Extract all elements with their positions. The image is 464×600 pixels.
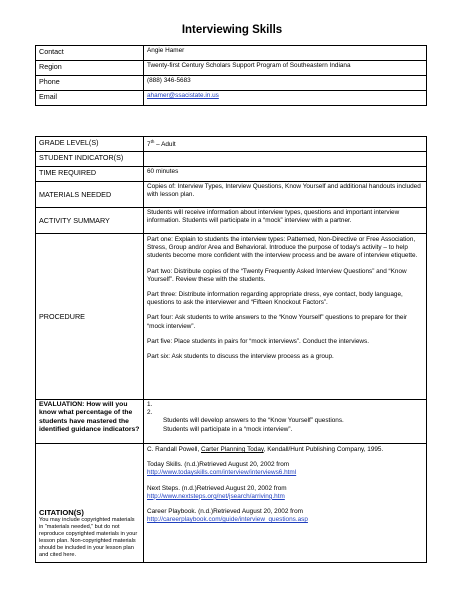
materials-row xyxy=(36,182,427,208)
summary-row xyxy=(36,208,427,234)
summary-label: ACTIVITY SUMMARY xyxy=(36,208,144,234)
grade-number: 7 xyxy=(147,141,151,149)
evaluation-number-2: 2. xyxy=(147,409,153,417)
grade-label: GRADE LEVEL(S) xyxy=(36,137,144,152)
citation-4-text: Career Playbook. (n.d.)Retrieved August 20, 2002 from xyxy=(147,508,303,516)
time-row xyxy=(36,167,427,182)
phone-value: (888) 346-5683 xyxy=(144,76,427,91)
procedure-part-2: Part two: Distribute copies of the “Twenty Frequently Asked Interview Questions” and “Know Yourself”. Review these with the students. xyxy=(147,267,407,283)
indicator-value xyxy=(144,152,427,167)
grade-superscript: th xyxy=(150,139,155,144)
evaluation-line-1: Students will develop answers to the “Know Yourself” questions. xyxy=(163,417,344,425)
citation-1 xyxy=(147,446,423,454)
procedure-part-3: Part three: Distribute information regarding appropriate dress, eye contact, body language, questions to ask the interviewer and “Fifteen Knockout Factors”. xyxy=(147,291,403,307)
evaluation-label: EVALUATION: How will you know what percentage of the students have mastered the identified guidance indicators? xyxy=(36,400,144,444)
email-row xyxy=(36,91,427,106)
evaluation-number-1: 1. xyxy=(147,401,153,408)
citation-label-cell xyxy=(36,444,144,563)
region-row xyxy=(36,61,427,76)
evaluation-row xyxy=(36,400,427,444)
region-label: Region xyxy=(36,61,144,76)
grade-range: – Adult xyxy=(154,141,176,149)
citation-2-link[interactable]: http://www.todayskills.com/interview/interviews6.html xyxy=(147,469,297,477)
procedure-part-5: Part five: Place students in pairs for “mock interviews”. Conduct the interviews. xyxy=(147,337,369,345)
contact-table xyxy=(35,45,427,106)
time-value: 60 minutes xyxy=(144,167,427,182)
citation-1-title: Carter Planning Today xyxy=(201,446,264,453)
procedure-part-1: Part one: Explain to students the interview types: Patterned, Non-Directive or Free Association, Stress, Group and/or Area and Behavioral. Introduce the purpose of today's activity – to help students become more confident with the interview process and be aware of interview etiquette. xyxy=(147,236,418,260)
phone-label: Phone xyxy=(36,76,144,91)
time-label: TIME REQUIRED xyxy=(36,167,144,182)
contact-value: Angie Hamer xyxy=(144,46,427,61)
materials-value: Copies of: Interview Types, Interview Questions, Know Yourself and additional handouts included with lesson plan. xyxy=(144,182,427,208)
materials-label: MATERIALS NEEDED xyxy=(36,182,144,208)
contact-label: Contact xyxy=(36,46,144,61)
grade-row xyxy=(36,137,427,152)
email-link[interactable]: ahamer@ssacistate.in.us xyxy=(147,92,219,99)
evaluation-value xyxy=(144,400,427,444)
evaluation-line-2: Students will participate in a “mock interview”. xyxy=(163,425,293,433)
contact-row xyxy=(36,46,427,61)
citation-value xyxy=(144,444,427,563)
procedure-label: PROCEDURE xyxy=(36,234,144,400)
procedure-row xyxy=(36,234,427,400)
indicator-label: STUDENT INDICATOR(S) xyxy=(36,152,144,167)
indicator-row xyxy=(36,152,427,167)
region-value: Twenty-first Century Scholars Support Program of Southeastern Indiana xyxy=(144,61,427,76)
citation-note: You may include copyrighted materials in “materials needed,” but do not reproduce copyrighted materials in your lesson plan. Non-copyrighted materials should be included in your lesson plan and cited here. xyxy=(39,517,138,558)
citation-3-text: Next Steps. (n.d.)Retrieved August 20, 2002 from xyxy=(147,484,287,492)
citation-1-author: C. Randall Powell, xyxy=(147,446,201,453)
lesson-table xyxy=(35,136,427,563)
citation-label: CITATION(S) xyxy=(39,508,84,517)
citation-2-text: Today Skills. (n.d.)Retrieved August 20, 2002 from xyxy=(147,461,290,469)
citation-3-link[interactable]: http://www.nextsteps.org/net/jsearch/arriving.htm xyxy=(147,492,285,500)
procedure-part-4: Part four: Ask students to write answers to the “Know Yourself” questions to prepare for their “mock interview”. xyxy=(147,314,408,330)
citation-row xyxy=(36,444,427,563)
page-title: Interviewing Skills xyxy=(181,24,283,36)
email-label: Email xyxy=(36,91,144,106)
summary-value: Students will receive information about interview types, questions and important interview information. Students will participate in a “mock” interview with a partner. xyxy=(144,208,427,234)
procedure-value xyxy=(144,234,427,400)
citation-1-publisher: , Kendall/Hunt Publishing Company, 1995. xyxy=(263,446,384,453)
citation-4-link[interactable]: http://careerplaybook.com/guide/interview_questions.asp xyxy=(147,516,308,524)
phone-row xyxy=(36,76,427,91)
procedure-part-6: Part six: Ask students to discuss the interview process as a group. xyxy=(147,353,334,361)
grade-value xyxy=(144,137,427,152)
